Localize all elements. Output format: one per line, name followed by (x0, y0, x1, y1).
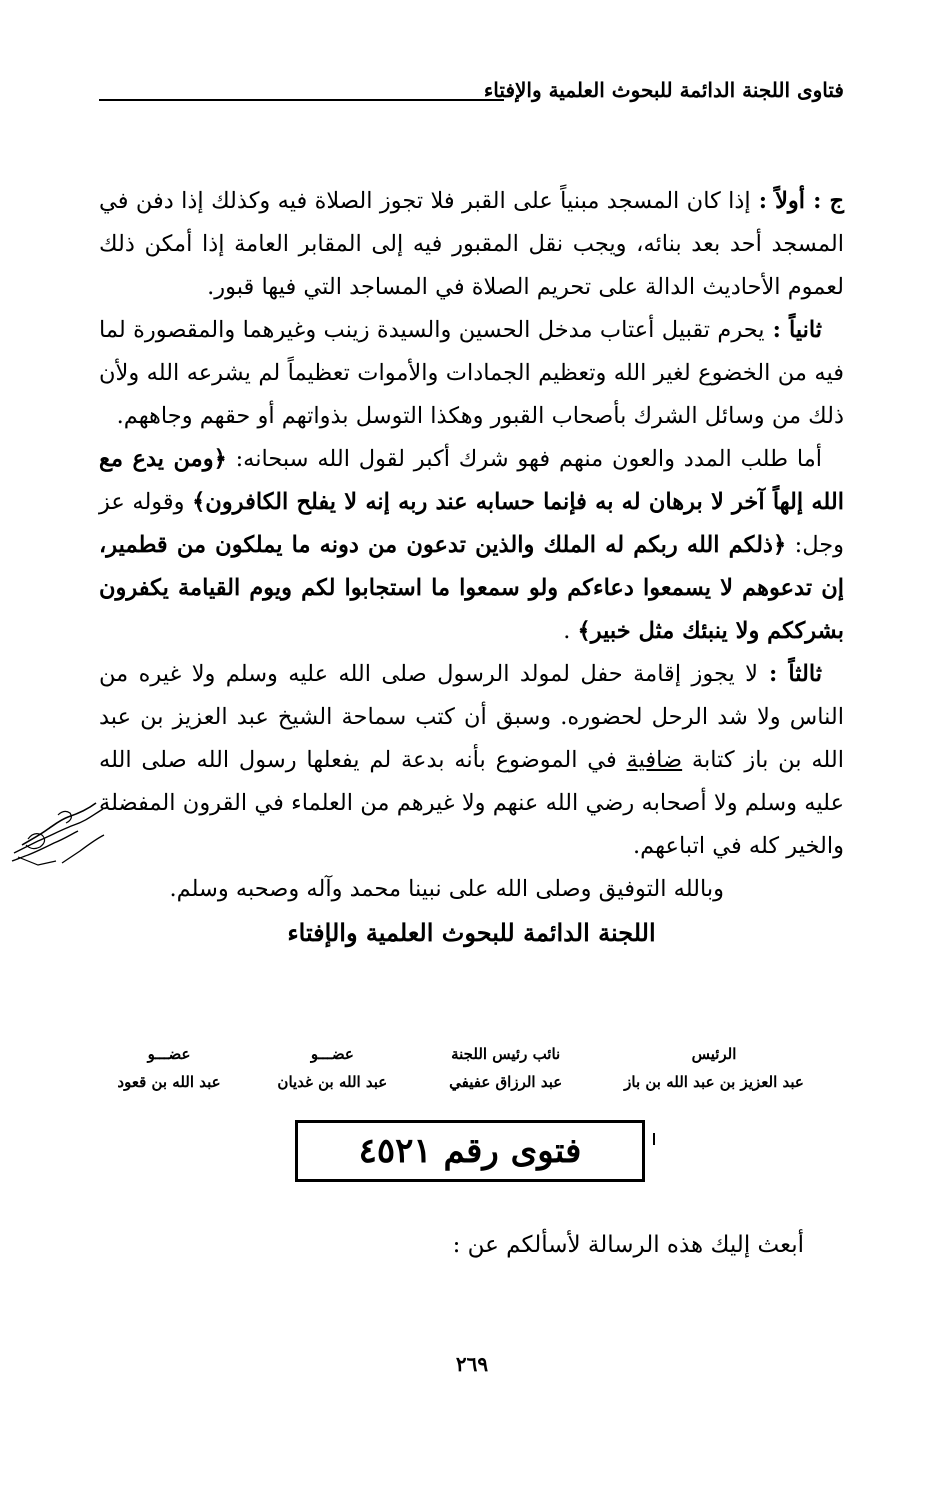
box-corner-mark (653, 1133, 655, 1145)
signature-vice-chairman (441, 1040, 571, 1096)
fatwa-answer-body (99, 180, 844, 954)
signature-name: عبد الله بن غديان (277, 1073, 388, 1091)
signature-role: نائب رئيس اللجنة (451, 1045, 561, 1063)
paragraph-text-3: أما طلب المدد والعون منهم فهو شرك أكبر لقول الله سبحانه: (226, 446, 822, 472)
committee-name: اللجنة الدائمة للبحوث العلمية والإفتاء (287, 918, 656, 947)
quran-verse-2: ﴿ذلكم الله ربكم له الملك والذين تدعون من دونه ما يملكون من قطمير، إن تدعوهم لا يسمعوا دعاءكم ولو سمعوا ما استجابوا لكم ويوم القيامة يكفرون بشرككم ولا ينبئك مثل خبير﴾ (99, 532, 844, 644)
quran-verse-1: ﴿ومن يدع مع الله إلهاً آخر لا برهان له به فإنما حسابه عند ربه إنه لا يفلح الكافرون﴾ (99, 446, 844, 515)
signature-name: عبد العزيز بن عبد الله بن باز (624, 1073, 804, 1091)
paragraph-lead-second: ثانياً : (764, 317, 822, 343)
paragraph-lead-first: ج : أولاً : (750, 188, 844, 214)
paragraph-text-3-end: . (563, 618, 578, 644)
answer-paragraph-4 (99, 653, 844, 868)
running-title: فتاوى اللجنة الدائمة للبحوث العلمية والإفتاء (483, 78, 844, 102)
paragraph-text-4b: في الموضوع بأنه بدعة لم يفعلها رسول الله صلى الله عليه وسلم ولا أصحابه رضي الله عنهم ولا غيرهم من العلماء في القرون المفضلة والخير كله في اتباعهم. (99, 747, 844, 859)
fatwa-number-box (295, 1120, 645, 1182)
signature-chairman (614, 1040, 814, 1096)
fatwa-number-label: فتوى رقم ٤٥٢١ (358, 1131, 582, 1171)
paragraph-text-2: يحرم تقبيل أعتاب مدخل الحسين والسيدة زينب وغيرهما والمقصورة لما فيه من الخضوع لغير الله وتعظيم الجمادات والأموات تعظيماً لم يشرعه الله ولأن ذلك من وسائل الشرك بأصحاب القبور وهكذا التوسل بذواتهم أو حقهم وجاههم. (99, 317, 844, 429)
signature-role: عضـــو (147, 1045, 191, 1063)
signature-name: عبد الرزاق عفيفي (449, 1073, 563, 1091)
signature-member (114, 1040, 224, 1096)
margin-handwritten-signature (8, 795, 108, 875)
page-number: ٢٦٩ (455, 1352, 489, 1376)
page-header (99, 78, 844, 104)
paragraph-text-1: إذا كان المسجد مبنياً على القبر فلا تجوز الصلاة فيه وكذلك إذا دفن في المسجد أحد بعد بنائه، ويجب نقل المقبور فيه إلى المقابر العامة إذا أمكن ذلك لعموم الأحاديث الدالة على تحريم الصلاة في المساجد التي فيها قبور. (99, 188, 844, 300)
question-text: أبعث إليك هذه الرسالة لأسألكم عن : (452, 1232, 804, 1258)
header-rule (99, 99, 504, 101)
signature-member (267, 1040, 397, 1096)
paragraph-text-4a: لا يجوز إقامة حفل لمولد الرسول صلى الله عليه وسلم ولا غيره من الناس ولا شد الرحل لحضوره. وسبق أن كتب سماحة الشيخ عبد العزيز بن عبد الله بن باز كتابة (99, 661, 844, 773)
closing-line: وبالله التوفيق وصلى الله على نبينا محمد وآله وصحبه وسلم. (169, 876, 724, 902)
signature-block (114, 1040, 814, 1096)
paragraph-lead-third: ثالثاً : (757, 661, 823, 687)
signature-name: عبد الله بن قعود (117, 1073, 221, 1091)
underlined-word: ضافية (626, 747, 683, 773)
signature-role: عضـــو (310, 1045, 354, 1063)
answer-paragraph-3 (99, 438, 844, 653)
paragraph-text-3-mid: وقوله عز وجل: (99, 489, 845, 558)
answer-paragraph-1 (99, 180, 844, 309)
answer-paragraph-2 (99, 309, 844, 438)
signature-role: الرئيس (691, 1045, 737, 1063)
